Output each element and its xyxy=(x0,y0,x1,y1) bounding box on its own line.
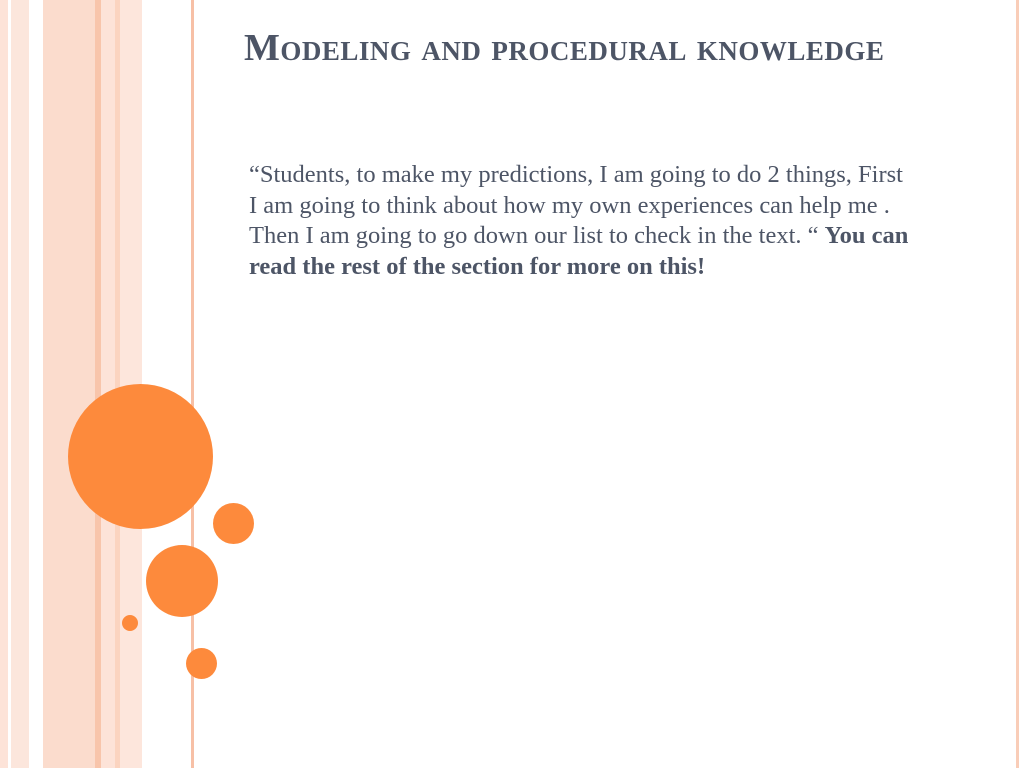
decor-stripe xyxy=(147,0,192,768)
decor-stripe xyxy=(11,0,29,768)
body-bold-text: You can read the rest of the section for more on this! xyxy=(249,222,909,280)
decor-circle-small xyxy=(213,503,254,544)
decor-stripe xyxy=(29,0,43,768)
decor-stripe xyxy=(43,0,95,768)
slide-body xyxy=(249,160,909,282)
decor-stripe xyxy=(101,0,115,768)
body-quote-text: “Students, to make my predictions, I am going to do 2 things, First I am going to think about how my own experiences can help me . Then I am going to go down our list to check in the text. “ xyxy=(249,161,903,249)
decor-circle-tiny xyxy=(122,615,138,631)
decor-stripe xyxy=(0,0,8,768)
decor-circle-medium xyxy=(146,545,218,617)
decor-circle-large xyxy=(68,384,213,529)
decor-right-edge-line xyxy=(1016,0,1019,768)
slide-title: Modeling and procedural knowledge xyxy=(244,27,885,69)
decor-circle-small xyxy=(186,648,217,679)
